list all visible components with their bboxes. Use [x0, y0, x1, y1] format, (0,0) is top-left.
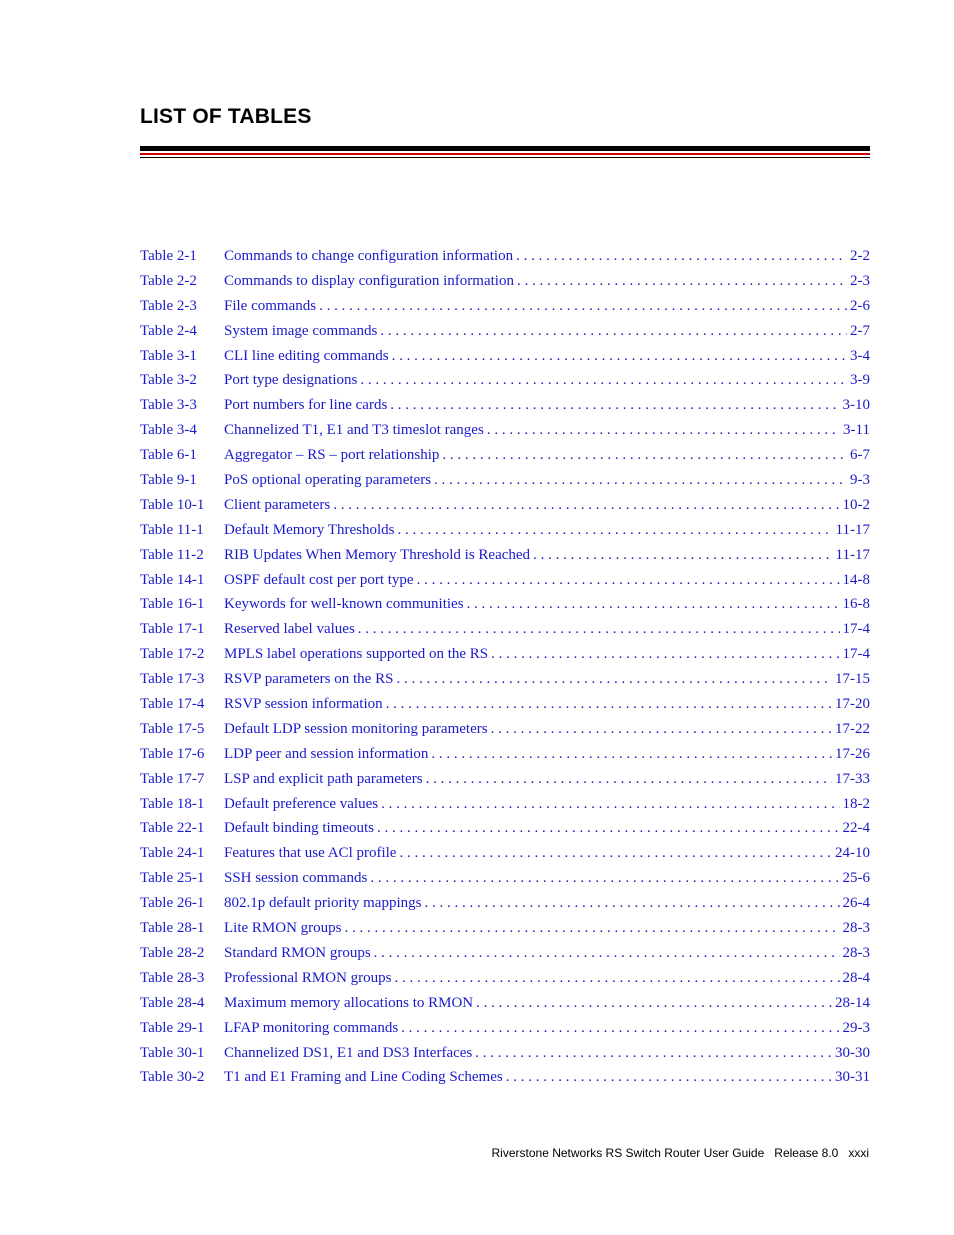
toc-entry[interactable]: [140, 447, 870, 472]
dot-leader: [487, 422, 840, 439]
table-number: Table 16-1: [140, 596, 205, 613]
dot-leader: [475, 1045, 832, 1062]
dot-leader: [399, 845, 832, 862]
dot-leader: [401, 1020, 839, 1037]
toc-entry[interactable]: [140, 621, 870, 646]
page-number: 11-17: [835, 521, 870, 538]
toc-entry[interactable]: [140, 1045, 870, 1070]
table-number: Table 2-4: [140, 322, 197, 339]
toc-entry[interactable]: [140, 596, 870, 621]
page-number: 3-11: [843, 422, 870, 439]
table-title: Aggregator – RS – port relationship: [224, 447, 440, 464]
page-number: 2-6: [850, 297, 870, 314]
dot-leader: [491, 721, 832, 738]
toc-entry[interactable]: [140, 746, 870, 771]
dot-leader: [398, 522, 833, 539]
table-number: Table 6-1: [140, 447, 197, 464]
table-number: Table 28-1: [140, 920, 205, 937]
table-title: Standard RMON groups: [224, 944, 371, 961]
page-number: 2-3: [850, 272, 870, 289]
page-number: 17-4: [842, 621, 870, 638]
toc-entry[interactable]: [140, 248, 870, 273]
heading-rule-thick: [140, 146, 870, 151]
dot-leader: [386, 696, 832, 713]
table-title: CLI line editing commands: [224, 347, 389, 364]
toc-entry[interactable]: [140, 995, 870, 1020]
table-number: Table 28-3: [140, 969, 205, 986]
dot-leader: [491, 646, 839, 663]
table-number: Table 14-1: [140, 571, 205, 588]
table-title: RIB Updates When Memory Threshold is Reached: [224, 546, 531, 563]
table-title: Default Memory Thresholds: [224, 521, 395, 538]
table-title: LFAP monitoring commands: [224, 1019, 399, 1036]
toc-entry[interactable]: [140, 1069, 870, 1094]
toc-entry[interactable]: [140, 547, 870, 572]
toc-entry[interactable]: [140, 870, 870, 895]
dot-leader: [396, 671, 832, 688]
table-title: Client parameters: [224, 496, 331, 513]
table-number: Table 28-4: [140, 994, 205, 1011]
page-number: 28-3: [842, 920, 870, 937]
table-number: Table 26-1: [140, 895, 205, 912]
table-number: Table 3-4: [140, 422, 197, 439]
heading-rule-red: [140, 153, 870, 155]
dot-leader: [395, 970, 840, 987]
table-number: Table 24-1: [140, 845, 205, 862]
table-number: Table 11-1: [140, 521, 204, 538]
toc-entry[interactable]: [140, 895, 870, 920]
toc-entry[interactable]: [140, 721, 870, 746]
dot-leader: [345, 920, 840, 937]
dot-leader: [392, 348, 847, 365]
table-number: Table 2-3: [140, 297, 197, 314]
list-of-tables: [140, 248, 870, 1094]
table-number: Table 11-2: [140, 546, 204, 563]
page-number: 3-10: [842, 397, 870, 414]
table-title: MPLS label operations supported on the RS: [224, 646, 489, 663]
dot-leader: [381, 796, 839, 813]
table-number: Table 30-1: [140, 1044, 205, 1061]
table-number: Table 2-2: [140, 272, 197, 289]
table-title: Features that use ACl profile: [224, 845, 397, 862]
toc-entry[interactable]: [140, 348, 870, 373]
page-number: 28-14: [835, 994, 870, 1011]
page-number: 30-31: [835, 1069, 870, 1086]
table-title: Professional RMON groups: [224, 969, 392, 986]
dot-leader: [476, 995, 832, 1012]
page-title: LIST OF TABLES: [140, 105, 312, 128]
toc-entry[interactable]: [140, 920, 870, 945]
dot-leader: [424, 895, 839, 912]
page-number: 17-4: [842, 646, 870, 663]
page-footer: Riverstone Networks RS Switch Router User Guide Release 8.0 xxxi: [491, 1146, 869, 1160]
page-number: 28-4: [842, 969, 870, 986]
toc-entry[interactable]: [140, 472, 870, 497]
table-number: Table 3-3: [140, 397, 197, 414]
page-number: 18-2: [842, 795, 870, 812]
page-number: 17-22: [835, 720, 870, 737]
toc-entry[interactable]: [140, 696, 870, 721]
table-number: Table 17-3: [140, 671, 205, 688]
page-number: 25-6: [842, 870, 870, 887]
toc-entry[interactable]: [140, 820, 870, 845]
table-title: T1 and E1 Framing and Line Coding Schemes: [224, 1069, 503, 1086]
table-title: Channelized T1, E1 and T3 timeslot ranges: [224, 422, 484, 439]
toc-entry[interactable]: [140, 497, 870, 522]
dot-leader: [370, 870, 839, 887]
page-number: 17-26: [835, 745, 870, 762]
table-number: Table 17-4: [140, 696, 205, 713]
table-number: Table 22-1: [140, 820, 205, 837]
dot-leader: [517, 273, 847, 290]
table-number: Table 3-1: [140, 347, 197, 364]
page-number: 3-4: [850, 347, 870, 364]
toc-entry[interactable]: [140, 646, 870, 671]
table-title: Default LDP session monitoring parameters: [224, 720, 488, 737]
page-number: 17-20: [835, 696, 870, 713]
table-title: SSH session commands: [224, 870, 368, 887]
dot-leader: [516, 248, 847, 265]
dot-leader: [360, 372, 847, 389]
table-title: Default binding timeouts: [224, 820, 374, 837]
dot-leader: [417, 572, 840, 589]
toc-entry[interactable]: [140, 970, 870, 995]
table-title: OSPF default cost per port type: [224, 571, 414, 588]
table-title: PoS optional operating parameters: [224, 472, 432, 489]
dot-leader: [358, 621, 840, 638]
dot-leader: [467, 596, 840, 613]
table-title: LDP peer and session information: [224, 745, 429, 762]
table-title: Reserved label values: [224, 621, 355, 638]
page-number: 29-3: [842, 1019, 870, 1036]
dot-leader: [374, 945, 840, 962]
table-number: Table 30-2: [140, 1069, 205, 1086]
dot-leader: [442, 447, 847, 464]
table-title: Commands to display configuration information: [224, 272, 514, 289]
table-title: LSP and explicit path parameters: [224, 770, 423, 787]
table-title: 802.1p default priority mappings: [224, 895, 422, 912]
page-number: 11-17: [835, 546, 870, 563]
dot-leader: [431, 746, 832, 763]
toc-entry[interactable]: [140, 323, 870, 348]
dot-leader: [319, 298, 847, 315]
table-title: File commands: [224, 297, 317, 314]
toc-entry[interactable]: [140, 372, 870, 397]
toc-entry[interactable]: [140, 397, 870, 422]
page-number: 14-8: [842, 571, 870, 588]
toc-entry[interactable]: [140, 796, 870, 821]
page-number: 26-4: [842, 895, 870, 912]
heading-rule-thin: [140, 157, 870, 158]
toc-entry[interactable]: [140, 273, 870, 298]
dot-leader: [380, 323, 847, 340]
toc-entry[interactable]: [140, 1020, 870, 1045]
table-number: Table 25-1: [140, 870, 205, 887]
table-title: Lite RMON groups: [224, 920, 342, 937]
page-number: 10-2: [842, 496, 870, 513]
table-title: Commands to change configuration information: [224, 248, 514, 264]
toc-entry[interactable]: [140, 771, 870, 796]
table-number: Table 17-6: [140, 745, 205, 762]
dot-leader: [377, 820, 840, 837]
table-title: Port numbers for line cards: [224, 397, 388, 414]
page-number: 2-7: [850, 322, 870, 339]
dot-leader: [434, 472, 847, 489]
table-number: Table 17-2: [140, 646, 205, 663]
table-title: Keywords for well-known communities: [224, 596, 464, 613]
table-number: Table 17-5: [140, 720, 205, 737]
toc-entry[interactable]: [140, 522, 870, 547]
table-title: System image commands: [224, 322, 378, 339]
table-title: Port type designations: [224, 372, 358, 389]
page-number: 22-4: [842, 820, 870, 837]
table-title: Channelized DS1, E1 and DS3 Interfaces: [224, 1044, 473, 1061]
toc-entry[interactable]: [140, 945, 870, 970]
table-title: Maximum memory allocations to RMON: [224, 994, 474, 1011]
dot-leader: [390, 397, 839, 414]
page-number: 9-3: [850, 472, 870, 489]
dot-leader: [333, 497, 839, 514]
table-number: Table 3-2: [140, 372, 197, 389]
page-number: 17-15: [835, 671, 870, 688]
page-number: 17-33: [835, 770, 870, 787]
dot-leader: [533, 547, 832, 564]
table-number: Table 9-1: [140, 472, 197, 489]
toc-entry[interactable]: [140, 422, 870, 447]
table-number: Table 17-1: [140, 621, 205, 638]
toc-entry[interactable]: [140, 298, 870, 323]
dot-leader: [426, 771, 832, 788]
table-number: Table 29-1: [140, 1019, 205, 1036]
table-title: RSVP session information: [224, 696, 383, 713]
page-number: 2-2: [850, 248, 870, 264]
table-number: Table 18-1: [140, 795, 205, 812]
table-title: Default preference values: [224, 795, 379, 812]
toc-entry[interactable]: [140, 845, 870, 870]
table-number: Table 28-2: [140, 944, 205, 961]
toc-entry[interactable]: [140, 671, 870, 696]
dot-leader: [506, 1069, 832, 1086]
page-number: 30-30: [835, 1044, 870, 1061]
table-number: Table 17-7: [140, 770, 205, 787]
table-number: Table 10-1: [140, 496, 205, 513]
page-number: 16-8: [842, 596, 870, 613]
toc-entry[interactable]: [140, 572, 870, 597]
page-number: 28-3: [842, 944, 870, 961]
page-number: 3-9: [850, 372, 870, 389]
table-number: Table 2-1: [140, 248, 197, 264]
page-number: 6-7: [850, 447, 870, 464]
table-title: RSVP parameters on the RS: [224, 671, 394, 688]
page-number: 24-10: [835, 845, 870, 862]
